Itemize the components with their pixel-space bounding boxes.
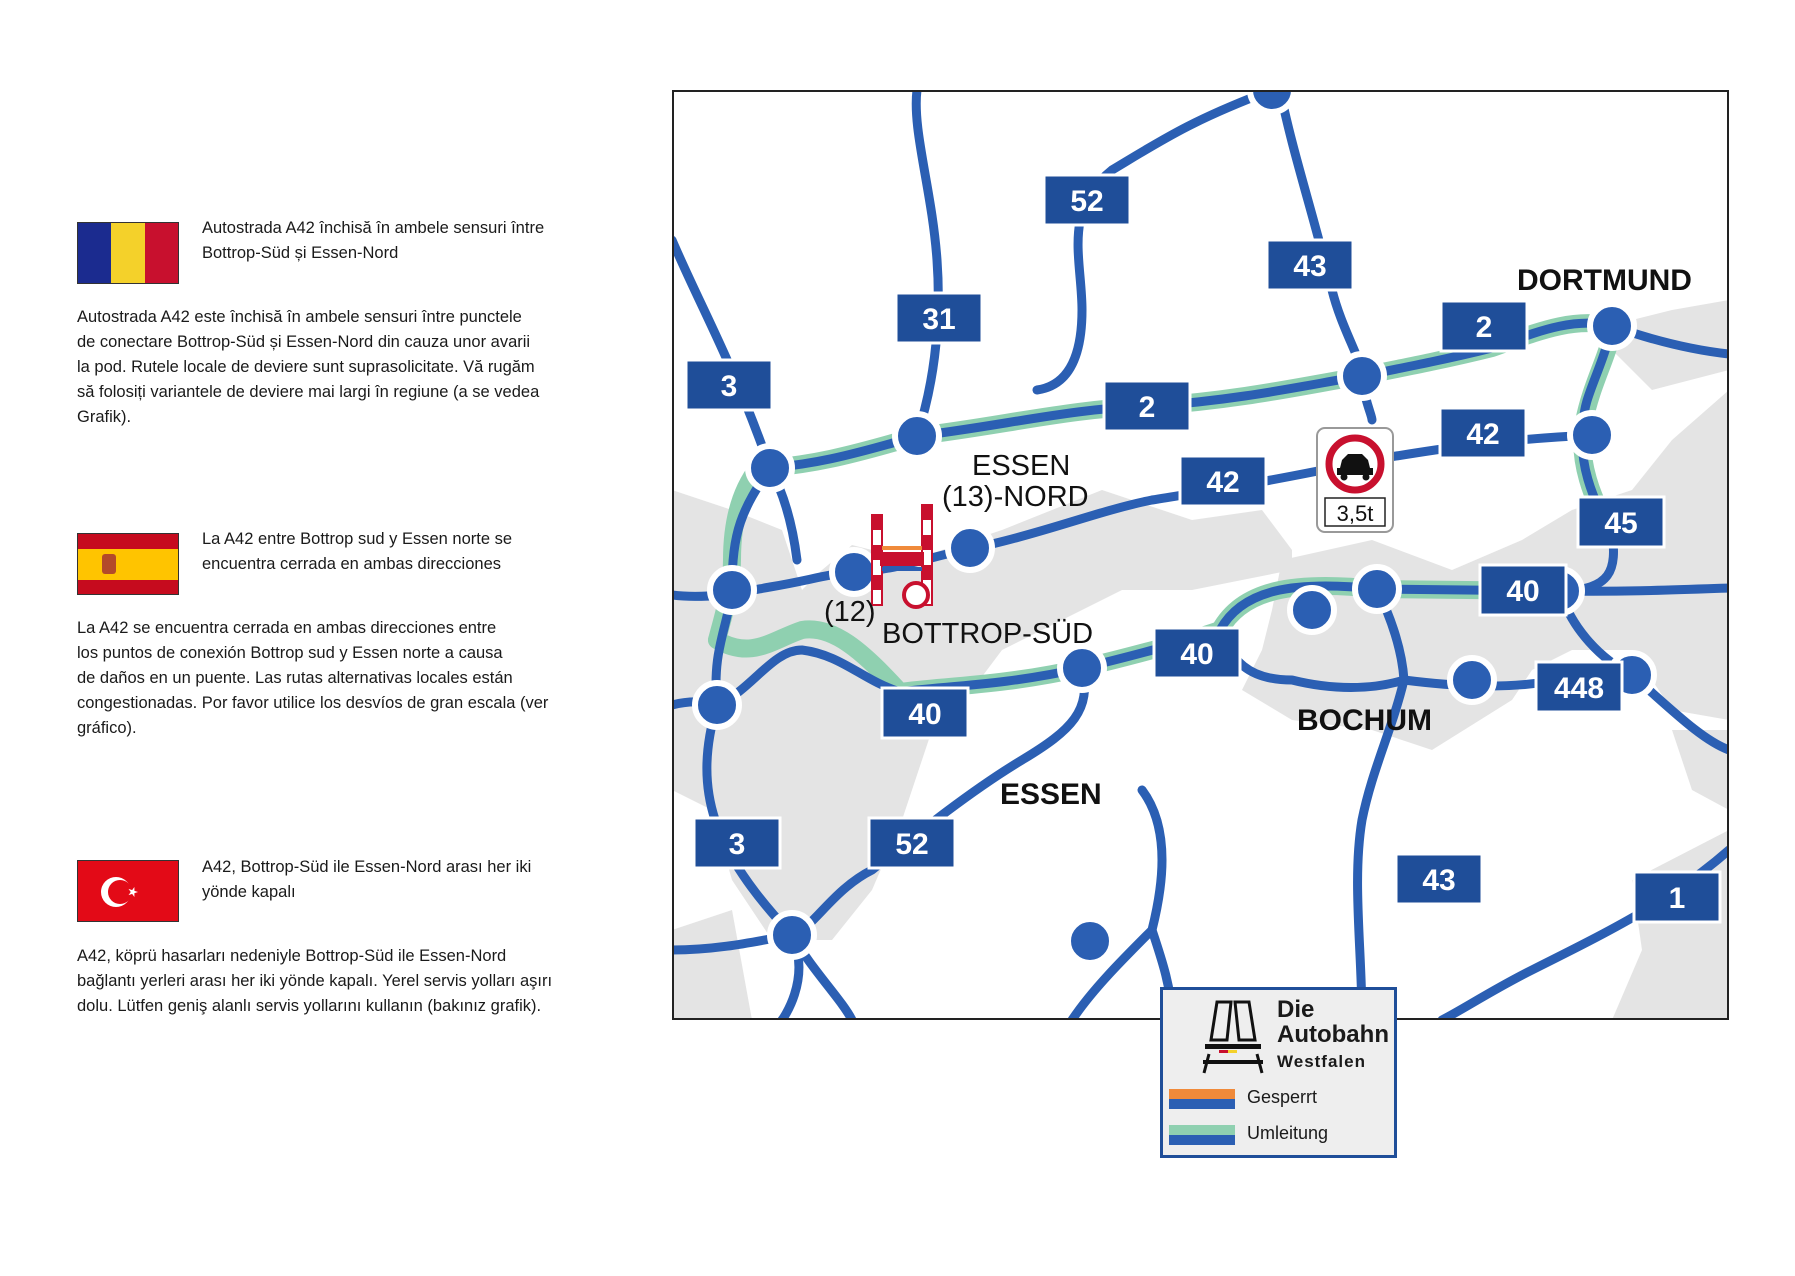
shield-a52-south (869, 818, 955, 868)
shield-a43-north (1267, 240, 1353, 290)
shield-a448 (1536, 662, 1622, 712)
svg-text:45: 45 (1604, 507, 1638, 540)
legend-brand-line2: Autobahn (1277, 1021, 1389, 1048)
shield-a3-north (686, 360, 772, 410)
legend-brand-line1: Die (1277, 996, 1315, 1023)
shield-a40-center (1154, 628, 1240, 678)
body-ro: Autostrada A42 este închisă în ambele sensuri între punctele de conectare Bottrop-Süd și Essen-Nord din cauza unor avarii la pod. Rutele locale de deviere sunt suprasolicitate. Vă rugăm să folosiți variantele de deviere mai largi în regiune (a se vedea Grafik). (77, 308, 540, 426)
svg-text:40: 40 (1506, 575, 1540, 608)
body-es: La A42 se encuentra cerrada en ambas direcciones entre los puntos de conexión Bottrop sud y Essen norte a causa de daños en un puente. Las rutas alternativas locales están congestionadas. Por favor utilice los desvíos de gran escala (ver gráfico). (77, 619, 549, 737)
shield-a31 (896, 293, 982, 343)
svg-text:52: 52 (1070, 185, 1104, 218)
shield-a52-north (1044, 175, 1130, 225)
legend-item-umleitung: Umleitung (1169, 1122, 1389, 1150)
city-label-dortmund: DORTMUND (1517, 264, 1692, 297)
svg-text:2: 2 (1138, 391, 1156, 424)
headline-tr: A42, Bottrop-Süd ile Essen-Nord arası her iki yönde kapalı (202, 858, 532, 901)
svg-text:40: 40 (908, 698, 942, 731)
autobahn-logo-icon (1201, 1000, 1265, 1075)
shield-a45 (1578, 497, 1664, 547)
shield-a43-south (1396, 854, 1482, 904)
turkey-flag (77, 860, 179, 922)
shield-a2-west (1104, 381, 1190, 431)
svg-text:448: 448 (1553, 672, 1605, 705)
shield-a1 (1634, 872, 1720, 922)
legend-item-gesperrt: Gesperrt (1169, 1086, 1389, 1114)
romania-flag (77, 222, 179, 284)
legend-brand-line3: Westfalen (1277, 1052, 1366, 1071)
shield-a2-east (1441, 301, 1527, 351)
closed-swatch (1169, 1089, 1235, 1109)
autobahn-map (672, 90, 1729, 1020)
shield-a40-east (1480, 565, 1566, 615)
svg-text:52: 52 (895, 828, 929, 861)
body-tr: A42, köprü hasarları nedeniyle Bottrop-Süd ile Essen-Nord bağlantı yerleri arası her iki yönde kapalı. Yerel servis yolları aşırı dolu. Lütfen geniş alanlı servis yollarını kullanın (bakınız grafik). (77, 947, 553, 1015)
shield-a3-south (694, 818, 780, 868)
svg-text:40: 40 (1180, 638, 1214, 671)
svg-text:31: 31 (922, 303, 956, 336)
shield-a42-west (1180, 456, 1266, 506)
spain-flag (77, 533, 179, 595)
coat-of-arms-icon (102, 554, 116, 574)
junction-label-bottrop-num: (12) (824, 596, 876, 628)
shield-a40-west (882, 688, 968, 738)
junction-label-essen-nord-2: (13)-NORD (942, 481, 1089, 513)
svg-text:3: 3 (720, 370, 738, 403)
city-label-essen: ESSEN (1000, 778, 1102, 811)
city-label-bochum: BOCHUM (1297, 704, 1432, 737)
junction-label-essen-nord-1: ESSEN (972, 450, 1071, 482)
weight-limit-label: 3,5t (1336, 501, 1374, 526)
svg-text:1: 1 (1668, 882, 1686, 915)
shield-a42-east (1440, 408, 1526, 458)
svg-text:2: 2 (1475, 311, 1493, 344)
crescent-star-icon (78, 861, 179, 922)
svg-text:3: 3 (728, 828, 746, 861)
svg-text:42: 42 (1466, 418, 1500, 451)
svg-text:43: 43 (1293, 250, 1327, 283)
svg-text:43: 43 (1422, 864, 1456, 897)
headline-ro: Autostrada A42 închisă în ambele sensuri între Bottrop-Süd și Essen-Nord (202, 219, 545, 262)
headline-es: La A42 entre Bottrop sud y Essen norte se encuentra cerrada en ambas direcciones (202, 530, 513, 573)
svg-text:42: 42 (1206, 466, 1240, 499)
detour-swatch (1169, 1125, 1235, 1145)
junction-label-bottrop-sud: BOTTROP-SÜD (882, 618, 1094, 650)
legend-box (1160, 987, 1397, 1158)
